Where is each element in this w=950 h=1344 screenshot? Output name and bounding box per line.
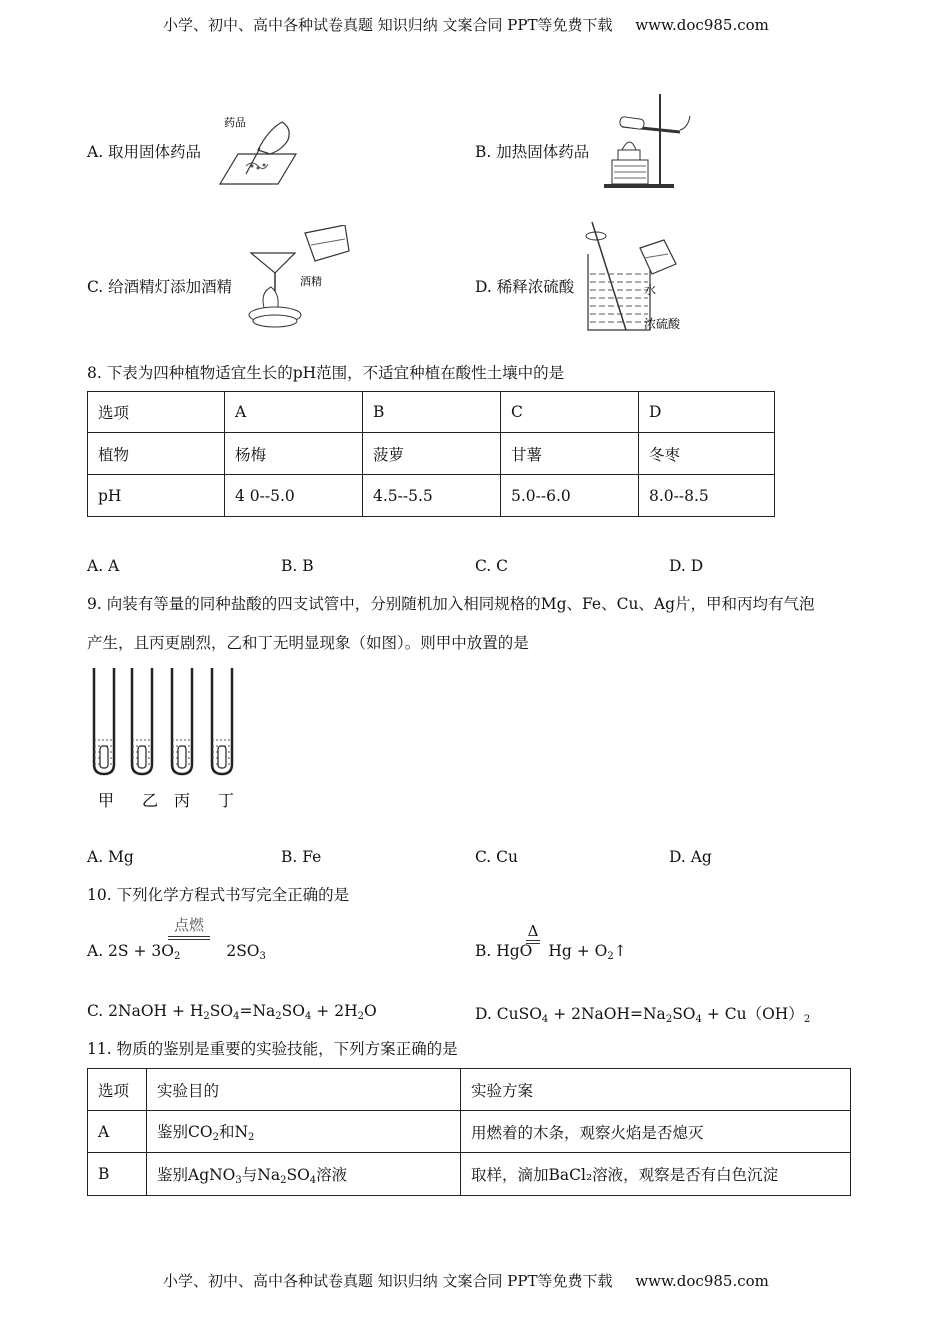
equals-sign	[168, 936, 210, 940]
test-tube	[94, 668, 114, 774]
footer-text: 小学、初中、高中各种试卷真题 知识归纳 文案合同 PPT等免费下载	[163, 1272, 613, 1290]
q9-option-c: C. Cu	[475, 848, 519, 866]
heat-solid-figure	[600, 90, 695, 190]
q10-a-condition	[168, 914, 210, 940]
dilute-acid-figure	[580, 218, 690, 338]
table-cell: C	[501, 392, 639, 433]
table-row	[88, 392, 775, 433]
table-cell: 4 0--5.0	[225, 475, 363, 517]
table-cell: 实验方案	[461, 1069, 851, 1111]
table-row	[88, 1153, 851, 1196]
table-cell: 用燃着的木条，观察火焰是否熄灭	[461, 1111, 851, 1153]
add-alcohol-figure	[245, 225, 355, 333]
q10-stem: 10. 下列化学方程式书写完全正确的是	[87, 886, 350, 904]
water-label: 水	[644, 283, 657, 297]
q10-b-condition	[526, 922, 540, 944]
table-cell: A	[225, 392, 363, 433]
table-cell: 鉴别AgNO$_3$与$Na_2SO_4$溶液	[147, 1153, 461, 1196]
q9-option-b: B. Fe	[281, 848, 322, 866]
table-cell: pH	[88, 475, 225, 517]
alcohol-label: 酒精	[300, 275, 322, 288]
q10-option-c: C. 2NaOH + $H_2SO_4=Na_2SO_4 + 2H_2O$	[87, 1002, 377, 1022]
table-cell: 选项	[88, 1069, 147, 1111]
page-header	[163, 14, 769, 35]
tube-label: 甲	[98, 791, 115, 810]
table-cell: 菠萝	[363, 433, 501, 475]
header-site: www.doc985.com	[635, 16, 769, 34]
q9-option-a: A. Mg	[87, 848, 134, 866]
take-solid-figure	[210, 110, 300, 188]
conc-acid-label: 浓硫酸	[644, 317, 681, 331]
table-cell: 杨梅	[225, 433, 363, 475]
table-cell: 5.0--6.0	[501, 475, 639, 517]
q8-option-c: C. C	[475, 557, 509, 575]
q10-option-b: B. HgO $Hg + O_2↑$	[475, 942, 627, 962]
q9-option-d: D. Ag	[669, 848, 712, 866]
table-cell: B	[363, 392, 501, 433]
q8-option-a: A. A	[87, 557, 120, 575]
q7-option-d: D. 稀释浓硫酸	[475, 278, 575, 296]
q8-stem: 8. 下表为四种植物适宜生长的pH范围，不适宜种植在酸性土壤中的是	[87, 364, 565, 382]
q11-table	[87, 1068, 851, 1196]
q11-stem: 11. 物质的鉴别是重要的实验技能，下列方案正确的是	[87, 1040, 458, 1058]
table-cell: 鉴别$CO_2$和$N_2$	[147, 1111, 461, 1153]
test-tube	[212, 668, 232, 774]
q10-option-a: A. $2S + 3O_2$ $2SO_3$	[87, 942, 266, 962]
table-row	[88, 1069, 851, 1111]
condition-text: Δ	[527, 922, 539, 940]
footer-site: www.doc985.com	[635, 1272, 769, 1290]
q7-option-b: B. 加热固体药品	[475, 143, 590, 161]
table-cell: 实验目的	[147, 1069, 461, 1111]
q9-stem-line2: 产生，且丙更剧烈，乙和丁无明显现象（如图）。则甲中放置的是	[87, 634, 529, 652]
q10-option-d: D. CuSO$_4$ + $2NaOH=Na_2SO_4 + Cu(OH)_2$	[475, 1005, 811, 1025]
q8-table	[87, 391, 775, 517]
header-text: 小学、初中、高中各种试卷真题 知识归纳 文案合同 PPT等免费下载	[163, 16, 613, 34]
table-cell: 植物	[88, 433, 225, 475]
table-cell: 选项	[88, 392, 225, 433]
table-cell: 4.5--5.5	[363, 475, 501, 517]
q9-stem-line1: 9. 向装有等量的同种盐酸的四支试管中，分别随机加入相同规格的Mg、Fe、Cu、Ag片，甲和丙均有气泡	[87, 595, 815, 613]
table-cell: 8.0--8.5	[639, 475, 775, 517]
table-row	[88, 475, 775, 517]
table-row	[88, 1111, 851, 1153]
table-cell: 取样，滴加BaCl₂溶液，观察是否有白色沉淀	[461, 1153, 851, 1196]
tube-label: 丁	[218, 791, 235, 810]
condition-text: 点燃	[173, 916, 204, 934]
test-tube	[132, 668, 152, 774]
q8-option-d: D. D	[669, 557, 704, 575]
table-row	[88, 433, 775, 475]
test-tube	[172, 668, 192, 774]
q8-option-b: B. B	[281, 557, 314, 575]
chemicals-label: 药品	[224, 116, 246, 129]
page-footer	[163, 1270, 769, 1291]
tube-label: 丙	[174, 791, 191, 810]
table-cell: 甘薯	[501, 433, 639, 475]
q7-option-c: C. 给酒精灯添加酒精	[87, 278, 233, 296]
table-cell: 冬枣	[639, 433, 775, 475]
table-cell: D	[639, 392, 775, 433]
tube-label: 乙	[142, 791, 159, 810]
q7-option-a: A. 取用固体药品	[87, 143, 202, 161]
table-cell: A	[88, 1111, 147, 1153]
test-tubes-figure	[88, 660, 248, 810]
table-cell: B	[88, 1153, 147, 1196]
